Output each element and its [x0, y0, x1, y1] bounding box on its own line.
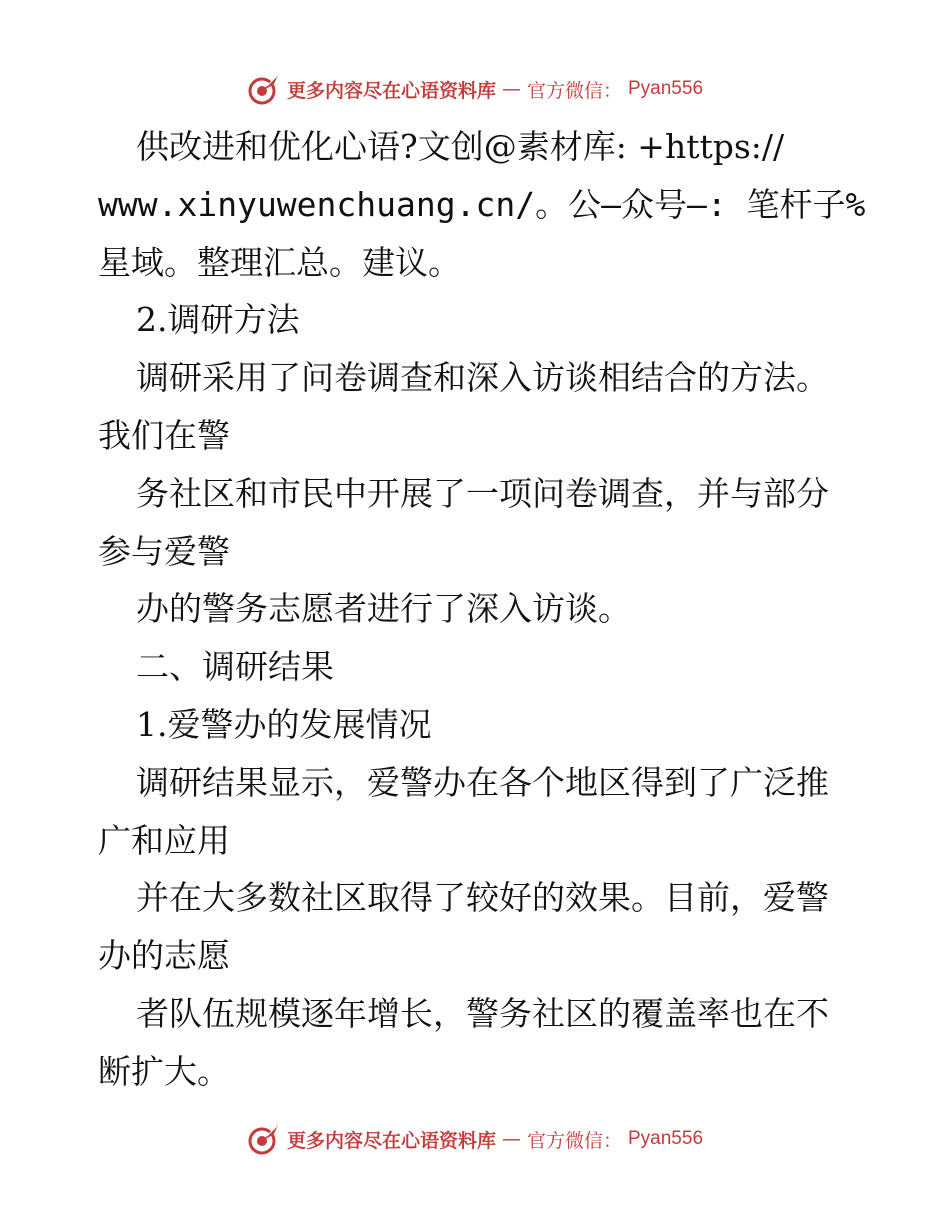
footer-banner-wechat-id: Pyan556: [628, 1128, 704, 1149]
header-banner: [0, 72, 950, 106]
feather-pen-logo-icon: [247, 72, 281, 106]
header-banner-wechat-id: Pyan556: [628, 78, 704, 99]
paragraph-line: 断扩大。: [98, 1051, 230, 1091]
paragraph-line: 调研结果显示，爱警办在各个地区得到了广泛推: [136, 762, 829, 802]
section-heading: 2.调研方法: [136, 300, 300, 340]
section-heading: 二、调研结果: [136, 647, 334, 687]
section-heading: 1.爱警办的发展情况: [136, 704, 432, 744]
header-banner-wechat-label: 官方微信：: [526, 79, 622, 102]
paragraph-line: 者队伍规模逐年增长，警务社区的覆盖率也在不: [136, 993, 829, 1033]
document-body: [98, 118, 868, 1101]
header-banner-title: 更多内容尽在心语资料库: [286, 79, 496, 102]
paragraph-line: www.xinyuwenchuang.cn/。公—众号—: 笔杆子%: [98, 184, 866, 224]
paragraph-line: 办的警务志愿者进行了深入访谈。: [136, 589, 631, 629]
paragraph-line: 办的志愿: [98, 936, 230, 976]
paragraph-line: 星域。整理汇总。建议。: [98, 242, 461, 282]
paragraph-line: 我们在警: [98, 415, 230, 455]
footer-banner-dash: —: [501, 1128, 521, 1150]
footer-banner-wechat-label: 官方微信：: [526, 1129, 622, 1152]
paragraph-line: 供改进和优化心语?文创@素材库: +https://: [136, 127, 785, 166]
paragraph-line: 并在大多数社区取得了较好的效果。目前，爱警: [136, 878, 829, 918]
footer-banner-title: 更多内容尽在心语资料库: [286, 1129, 496, 1152]
paragraph-line: 调研采用了问卷调查和深入访谈相结合的方法。: [136, 358, 829, 398]
paragraph-line: 广和应用: [98, 820, 230, 860]
paragraph-line: 参与爱警: [98, 531, 230, 571]
footer-banner: [0, 1122, 950, 1156]
paragraph-line: 务社区和市民中开展了一项问卷调查，并与部分: [136, 473, 829, 513]
feather-pen-logo-icon: [247, 1122, 281, 1156]
header-banner-dash: —: [501, 78, 521, 100]
